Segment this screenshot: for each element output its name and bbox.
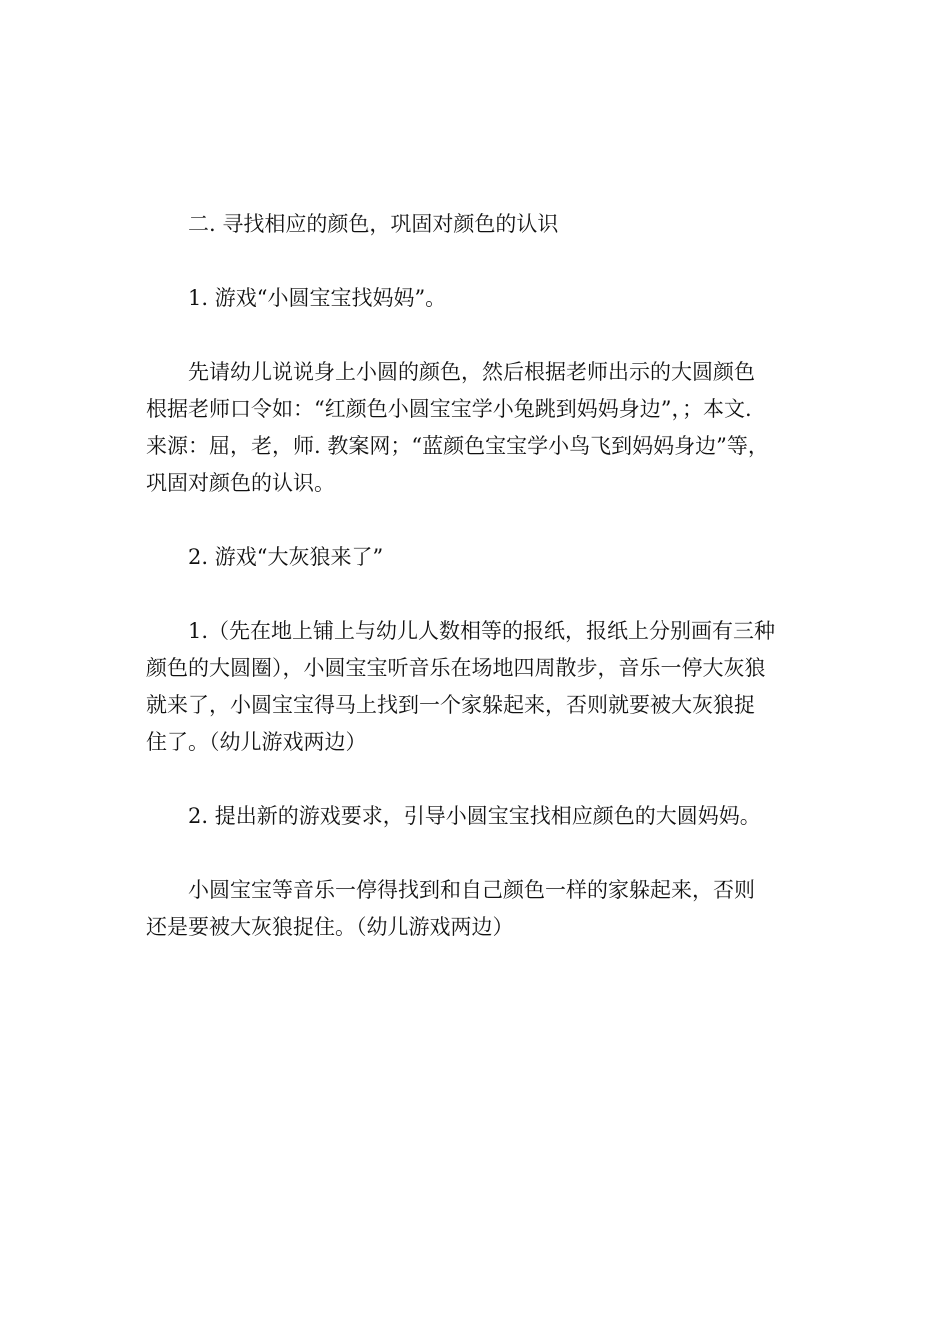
game-2-step-2 — [146, 798, 806, 835]
text-line: 住了。（幼儿游戏两边） — [146, 730, 367, 754]
text-line: 巩固对颜色的认识。 — [146, 471, 335, 495]
text-line: 二. 寻找相应的颜色，巩固对颜色的认识 — [188, 212, 559, 236]
text-line: 1. 游戏“小圆宝宝找妈妈”。 — [188, 286, 447, 310]
game-2-step-2-description — [146, 872, 806, 946]
game-1-description — [146, 354, 806, 502]
document-body — [146, 206, 806, 983]
text-line: 就来了，小圆宝宝得马上找到一个家躲起来，否则就要被大灰狼捉 — [146, 693, 755, 717]
section-heading — [146, 206, 806, 243]
game-2-step-1 — [146, 613, 806, 761]
text-line: 1.（先在地上铺上与幼儿人数相等的报纸，报纸上分别画有三种 — [188, 619, 776, 643]
text-line: 来源：屈，老，师. 教案网；“蓝颜色宝宝学小鸟飞到妈妈身边”等， — [146, 434, 769, 458]
text-line: 2. 提出新的游戏要求，引导小圆宝宝找相应颜色的大圆妈妈。 — [188, 804, 761, 828]
text-line: 还是要被大灰狼捉住。（幼儿游戏两边） — [146, 915, 514, 939]
text-line: 根据老师口令如：“红颜色小圆宝宝学小兔跳到妈妈身边”，；本文. — [146, 397, 752, 421]
text-line: 2. 游戏“大灰狼来了” — [188, 545, 384, 569]
game-2-heading — [146, 539, 806, 576]
game-1-heading — [146, 280, 806, 317]
text-line: 先请幼儿说说身上小圆的颜色，然后根据老师出示的大圆颜色 — [188, 360, 755, 384]
text-line: 颜色的大圆圈），小圆宝宝听音乐在场地四周散步，音乐一停大灰狼 — [146, 656, 766, 680]
text-line: 小圆宝宝等音乐一停得找到和自己颜色一样的家躲起来，否则 — [188, 878, 755, 902]
